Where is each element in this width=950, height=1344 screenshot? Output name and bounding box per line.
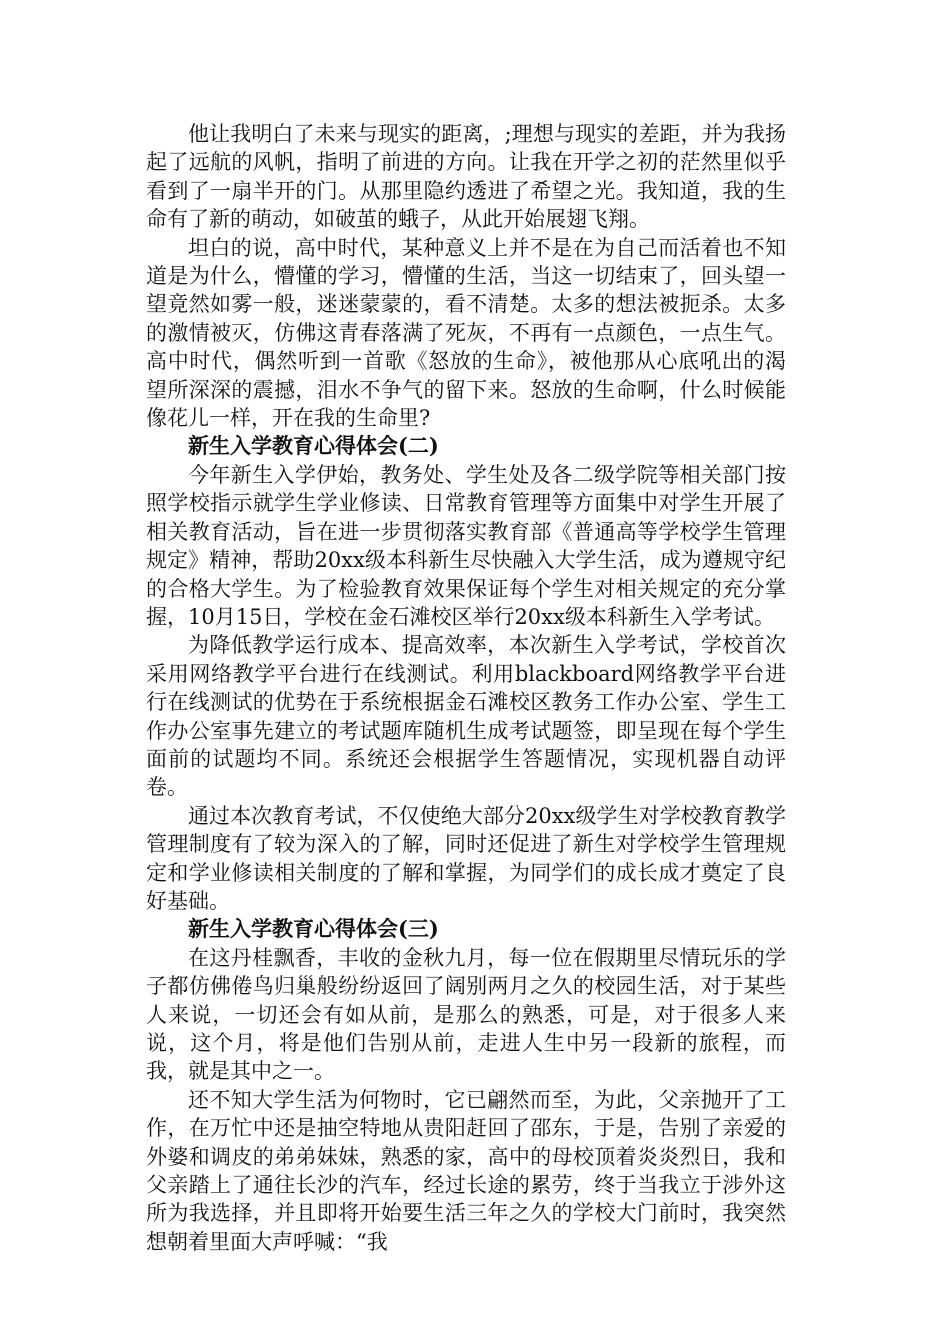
- paragraph: 在这丹桂飘香，丰收的金秋九月，每一位在假期里尽情玩乐的学子都仿佛倦鸟归巢般纷纷返回了阔别两月之久的校园生活，对于某些人来说，一切还会有如从前，是那么的熟悉，可是，对于很多人来说，这个月，将是他们告别从前，走进人生中另一段新的旅程，而我，就是其中之一。: [146, 945, 786, 1084]
- paragraph: 坦白的说，高中时代，某种意义上并不是在为自己而活着也不知道是为什么，懵懂的学习，懵懂的生活，当这一切结束了，回头望一望竟然如雾一般，迷迷蒙蒙的，看不清楚。太多的想法被扼杀。太多的激情被灭，仿佛这青春落满了死灰，不再有一点颜色，一点生气。高中时代，偶然听到一首歌《怒放的生命》，被他那从心底吼出的渴望所深深的震撼，泪水不争气的留下来。怒放的生命啊，什么时候能像花儿一样，开在我的生命里?: [146, 235, 786, 431]
- paragraph: 通过本次教育考试，不仅使绝大部分20xx级学生对学校教育教学管理制度有了较为深入的了解，同时还促进了新生对学校学生管理规定和学业修读相关制度的了解和掌握，为同学们的成长成才奠定了良好基础。: [146, 803, 786, 913]
- document-page: [146, 120, 786, 1256]
- paragraph: 他让我明白了未来与现实的距离，;理想与现实的差距，并为我扬起了远航的风帆，指明了前进的方向。让我在开学之初的茫然里似乎看到了一扇半开的门。从那里隐约透进了希望之光。我知道，我的生命有了新的萌动，如破茧的蛾子，从此开始展翅飞翔。: [146, 122, 786, 232]
- paragraph: 为降低教学运行成本、提高效率，本次新生入学考试，学校首次采用网络教学平台进行在线测试。利用blackboard网络教学平台进行在线测试的优势在于系统根据金石滩校区教务工作办公室、学生工作办公室事先建立的考试题库随机生成考试题签，即呈现在每个学生面前的试题均不同。系统还会根据学生答题情况，实现机器自动评卷。: [146, 633, 786, 800]
- paragraph: 今年新生入学伊始，教务处、学生处及各二级学院等相关部门按照学校指示就学生学业修读、日常教育管理等方面集中对学生开展了相关教育活动，旨在进一步贯彻落实教育部《普通高等学校学生管理规定》精神，帮助20xx级本科新生尽快融入大学生活，成为遵规守纪的合格大学生。为了检验教育效果保证每个学生对相关规定的充分掌握，10月15日，学校在金石滩校区举行20xx级本科新生入学考试。: [146, 462, 786, 629]
- section-heading: 新生入学教育心得体会(三): [188, 916, 439, 942]
- paragraph: 还不知大学生活为何物时，它已翩然而至，为此，父亲抛开了工作，在万忙中还是抽空特地从贵阳赶回了邵东，于是，告别了亲爱的外婆和调皮的弟弟妹妹，熟悉的家，高中的母校顶着炎炎烈日，我和父亲踏上了通往长沙的汽车，经过长途的累劳，终于当我立于涉外这所为我选择，并且即将开始要生活三年之久的学校大门前时，我突然想朝着里面大声呼喊：“我: [146, 1087, 786, 1254]
- section-heading: 新生入学教育心得体会(二): [188, 433, 439, 459]
